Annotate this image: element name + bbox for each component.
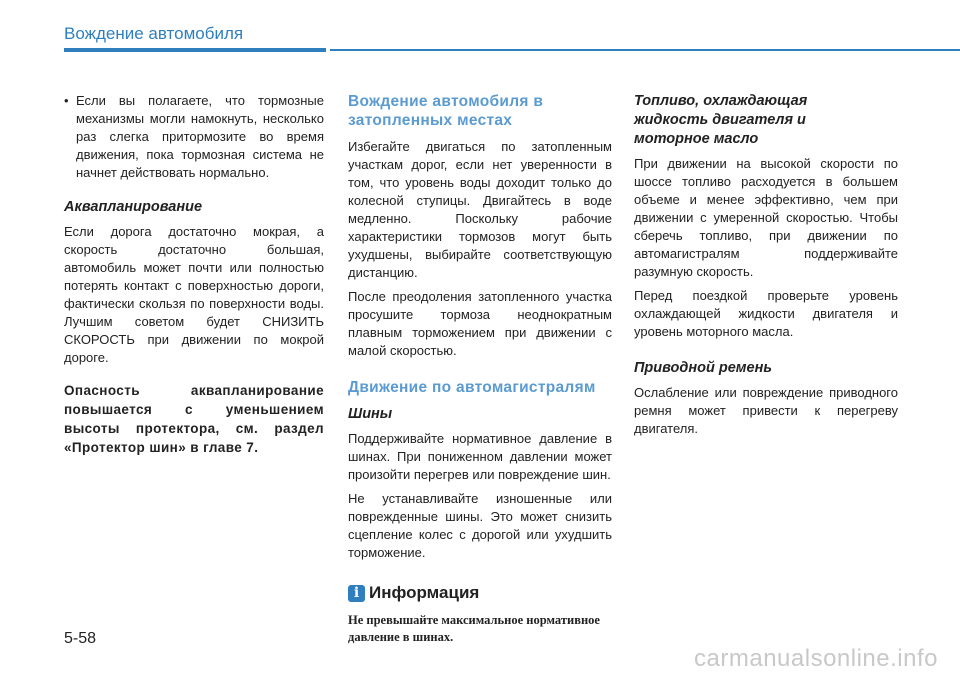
- page-number: 5-58: [64, 630, 97, 647]
- aquaplaning-warning: Опасность аквапланирование повышается с уменьшением высоты протектора, см. раздел «Протектор шин» в главе 7.: [64, 383, 324, 455]
- fuel-paragraph-2: Перед поездкой проверьте уровень охлаждающей жидкости двигателя и уровень моторного масла.: [634, 288, 898, 339]
- header-rule-thin: [330, 49, 960, 51]
- bullet-list: [64, 92, 324, 182]
- belt-heading: Приводной ремень: [634, 360, 772, 376]
- tires-heading: Шины: [348, 406, 393, 422]
- info-text: Не превышайте максимальное нормативное давление в шинах.: [348, 613, 600, 644]
- section-header-title: Вождение автомобиля: [64, 24, 244, 43]
- flooded-paragraph-2: После преодоления затопленного участка просушите тормоза неоднократным плавным торможением при движении с малой скоростью.: [348, 289, 612, 358]
- column-left: [64, 92, 324, 457]
- belt-paragraph: Ослабление или повреждение приводного ремня может привести к перегреву двигателя.: [634, 385, 898, 436]
- aquaplaning-text: Если дорога достаточно мокрая, а скорость достаточно большая, автомобиль может почти или полностью потерять контакт с поверхностью дороги, фактически скользя по поверхности воды. Лучшим советом будет СНИЗИТЬ СКОРОСТЬ при движении по мокрой дороге.: [64, 224, 324, 365]
- info-header: [348, 584, 612, 602]
- fuel-heading: Топливо, охлаждающая жидкость двигателя и моторное масло: [634, 93, 808, 147]
- watermark: carmanualsonline.info: [694, 645, 938, 672]
- tires-paragraph-2: Не устанавливайте изношенные или поврежденные шины. Это может снизить сцепление колес с дорогой или ухудшить торможение.: [348, 491, 612, 560]
- aquaplaning-heading: Аквапланирование: [64, 199, 203, 215]
- flooded-paragraph-1: Избегайте двигаться по затопленным участкам дорог, если нет уверенности в том, что уровень воды доходит только до колесной ступицы. Двигайтесь в воде медленно. Поскольку рабочие характеристики тормозов могут быть ухудшены, выбирайте соответствующую дистанцию.: [348, 139, 612, 280]
- column-right: [634, 92, 898, 444]
- info-title: Информация: [369, 583, 480, 602]
- bullet-item: • Если вы полагаете, что тормозные механизмы могли намокнуть, несколько раз слегка притормозите во время движения, пока тормозная система не начнет действовать нормально.: [64, 92, 324, 182]
- tires-paragraph-1: Поддерживайте нормативное давление в шинах. При пониженном давлении может произойти перегрев или повреждение шин.: [348, 431, 612, 482]
- column-middle: [348, 92, 612, 646]
- flooded-heading: Вождение автомобиля в затопленных местах: [348, 93, 544, 129]
- highway-heading: Движение по автомагистралям: [348, 379, 596, 396]
- info-icon: i: [348, 585, 365, 602]
- fuel-paragraph-1: При движении на высокой скорости по шоссе топливо расходуется в большем объеме и менее эффективно, чем при движении с умеренной скоростью. Чтобы сберечь топливо, при движении по автомагистралям поддерживайте разумную скорость.: [634, 156, 898, 279]
- header-rule-thick: [64, 48, 326, 52]
